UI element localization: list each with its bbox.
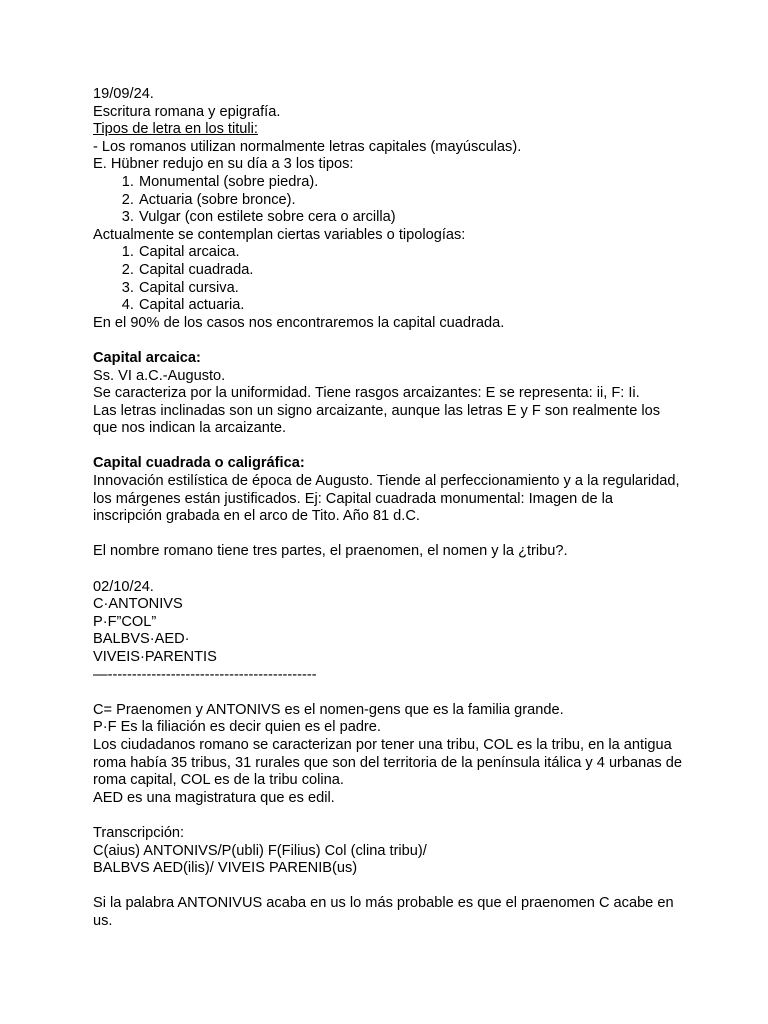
conclusion: Si la palabra ANTONIVUS acaba en us lo más probable es que el praenomen C acabe en us.	[93, 895, 674, 929]
variables-intro: Actualmente se contemplan ciertas variables o tipologías:	[93, 226, 466, 243]
square-text: Innovación estilística de época de Augusto. Tiende al perfeccionamiento y a la regularidad, los márgenes están justificados. Ej: Capital cuadrada monumental: Imagen de la inscripción grabada en el arco de Tito. Año 81 d.C.	[93, 473, 680, 525]
transcription-line: BALBVS AED(ilis)/ VIVEIS PARENIB(us)	[93, 860, 358, 877]
spacer	[93, 878, 683, 896]
list-item: 4. Capital actuaria.	[138, 297, 683, 315]
explanation-line: Los ciudadanos romano se caracterizan por tener una tribu, COL es la tribu, en la antigua roma había 35 tribus, 31 rurales que son del territoria de la península itálica y 4 urbanas de roma capital, COL es de la tribu colina.	[93, 736, 682, 789]
list-item: 1. Capital arcaica.	[138, 244, 683, 262]
hubner-intro: E. Hübner redujo en su día a 3 los tipos:	[93, 156, 354, 173]
transcription-heading: Transcripción:	[93, 824, 185, 841]
list-item: 1. Monumental (sobre piedra).	[138, 174, 683, 192]
archaic-heading: Capital arcaica:	[93, 349, 201, 366]
list-item: 3. Capital cursiva.	[138, 280, 683, 298]
inscription-line: P·F”COL”	[93, 613, 157, 630]
spacer	[93, 332, 683, 350]
hubner-types-list	[93, 174, 683, 227]
explanation-line: P·F Es la filiación es decir quien es el padre.	[93, 719, 381, 736]
date-heading: 19/09/24.	[93, 86, 154, 102]
spacer	[93, 526, 683, 544]
archaic-period: Ss. VI a.C.-Augusto.	[93, 367, 226, 384]
spacer	[93, 684, 683, 702]
document-body	[93, 86, 683, 931]
capitals-note: - Los romanos utilizan normalmente letras capitales (mayúsculas).	[93, 138, 522, 155]
list-item: 2. Capital cuadrada.	[138, 262, 683, 280]
inscription-line: BALBVS·AED·	[93, 631, 190, 648]
archaic-inclined: Las letras inclinadas son un signo arcaizante, aunque las letras E y F son realmente los que nos indican la arcaizante.	[93, 402, 661, 437]
transcription-line: C(aius) ANTONIVS/P(ubli) F(Filius) Col (clina tribu)/	[93, 842, 427, 859]
inscription-line: C·ANTONIVS	[93, 596, 183, 613]
spacer	[93, 807, 683, 825]
explanation-line: AED es una magistratura que es edil.	[93, 789, 335, 806]
document-title: Escritura romana y epigrafía.	[93, 103, 281, 120]
list-item: 2. Actuaria (sobre bronce).	[138, 192, 683, 210]
typologies-list	[93, 244, 683, 314]
roman-name-note: El nombre romano tiene tres partes, el praenomen, el nomen y la ¿tribu?.	[93, 543, 568, 560]
spacer	[93, 561, 683, 579]
inscription-line: VIVEIS·PARENTIS	[93, 649, 217, 665]
separator-line: —-------------------------------------------	[93, 666, 317, 683]
letter-types-heading: Tipos de letra en los tituli:	[93, 121, 258, 138]
archaic-features: Se caracteriza por la uniformidad. Tiene rasgos arcaizantes: E se representa: ii, F: Ii.	[93, 385, 640, 402]
spacer	[93, 438, 683, 456]
explanation-line: C= Praenomen y ANTONIVS es el nomen-gens que es la familia grande.	[93, 701, 564, 718]
ninety-percent-note: En el 90% de los casos nos encontraremos la capital cuadrada.	[93, 314, 505, 331]
date-heading-2: 02/10/24.	[93, 578, 154, 595]
list-item: 3. Vulgar (con estilete sobre cera o arcilla)	[138, 209, 683, 227]
square-heading: Capital cuadrada o caligráfica:	[93, 455, 305, 472]
